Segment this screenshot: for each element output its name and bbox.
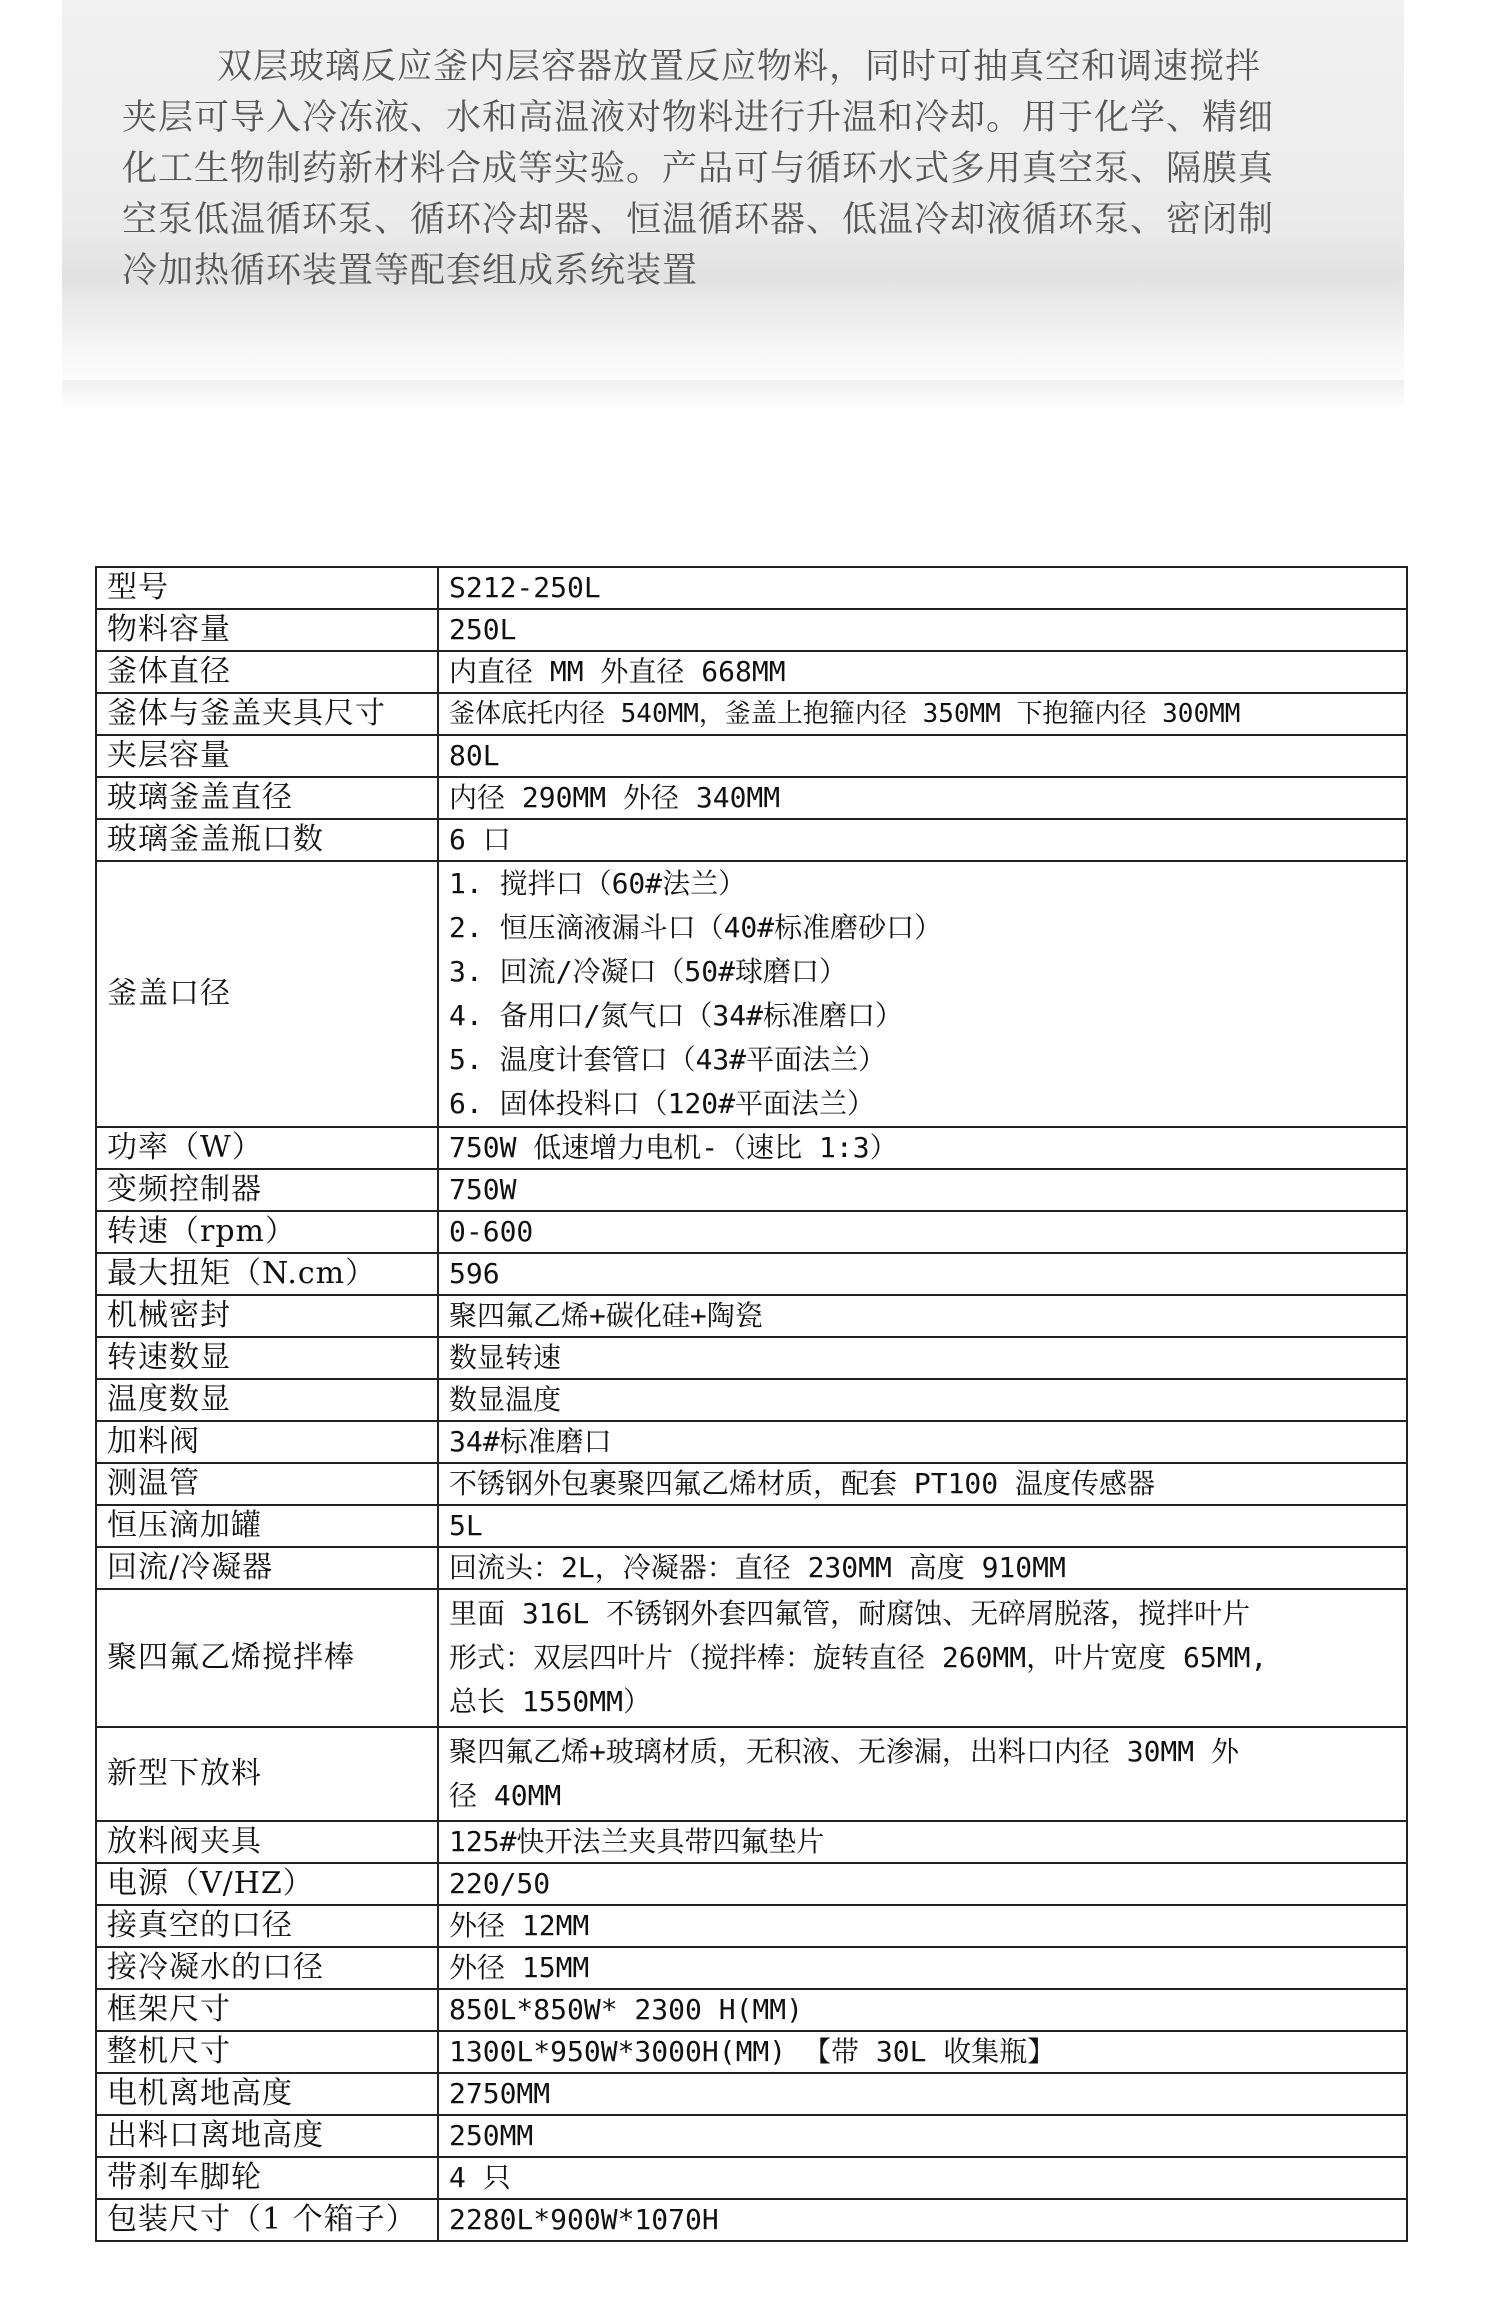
spec-value: 数显温度 bbox=[438, 1379, 1407, 1421]
list-item: 5. 温度计套管口（43#平面法兰） bbox=[449, 1043, 887, 1076]
spec-value-list bbox=[438, 861, 1407, 1127]
spec-label: 包装尺寸（1 个箱子） bbox=[96, 2199, 438, 2241]
spec-label: 机械密封 bbox=[96, 1295, 438, 1337]
spec-value: 5L bbox=[438, 1505, 1407, 1547]
spec-value: 釜体底托内径 540MM，釜盖上抱箍内径 350MM 下抱箍内径 300MM bbox=[438, 693, 1407, 735]
spec-value: 750W 低速增力电机-（速比 1:3） bbox=[438, 1127, 1407, 1169]
spec-label: 转速（rpm） bbox=[96, 1211, 438, 1253]
spec-label: 转速数显 bbox=[96, 1337, 438, 1379]
spec-label: 测温管 bbox=[96, 1463, 438, 1505]
table-row bbox=[96, 1127, 1407, 1169]
spec-value-multiline bbox=[438, 1727, 1407, 1821]
spec-label: 夹层容量 bbox=[96, 735, 438, 777]
spec-value-line: 里面 316L 不锈钢外套四氟管，耐腐蚀、无碎屑脱落，搅拌叶片 bbox=[449, 1597, 1251, 1630]
table-row bbox=[96, 1821, 1407, 1863]
spec-label: 功率（W） bbox=[96, 1127, 438, 1169]
table-row bbox=[96, 861, 1407, 1127]
spec-value: 125#快开法兰夹具带四氟垫片 bbox=[438, 1821, 1407, 1863]
spec-label: 加料阀 bbox=[96, 1421, 438, 1463]
table-row bbox=[96, 1947, 1407, 1989]
spec-label: 框架尺寸 bbox=[96, 1989, 438, 2031]
list-item: 2. 恒压滴液漏斗口（40#标准磨砂口） bbox=[449, 911, 943, 944]
spec-label: 新型下放料 bbox=[96, 1727, 438, 1821]
spec-label: 电机离地高度 bbox=[96, 2073, 438, 2115]
spec-label: 温度数显 bbox=[96, 1379, 438, 1421]
table-row bbox=[96, 2031, 1407, 2073]
spec-value: 0-600 bbox=[438, 1211, 1407, 1253]
spec-label: 电源（V/HZ） bbox=[96, 1863, 438, 1905]
table-row bbox=[96, 2073, 1407, 2115]
intro-line: 空泵低温循环泵、循环冷却器、恒温循环器、低温冷却液循环泵、密闭制 bbox=[122, 200, 1275, 240]
spec-value: 750W bbox=[438, 1169, 1407, 1211]
table-row bbox=[96, 1863, 1407, 1905]
spec-label: 玻璃釜盖直径 bbox=[96, 777, 438, 819]
spec-label: 回流/冷凝器 bbox=[96, 1547, 438, 1589]
table-row bbox=[96, 1337, 1407, 1379]
spec-value-line: 总长 1550MM） bbox=[449, 1685, 652, 1718]
spec-label: 最大扭矩（N.cm） bbox=[96, 1253, 438, 1295]
table-row bbox=[96, 1727, 1407, 1821]
spec-value: 内直径 MM 外直径 668MM bbox=[438, 651, 1407, 693]
spec-label: 接冷凝水的口径 bbox=[96, 1947, 438, 1989]
spec-label: 放料阀夹具 bbox=[96, 1821, 438, 1863]
spec-value: 1300L*950W*3000H(MM) 【带 30L 收集瓶】 bbox=[438, 2031, 1407, 2073]
spec-value: 聚四氟乙烯+碳化硅+陶瓷 bbox=[438, 1295, 1407, 1337]
spec-value: 250L bbox=[438, 609, 1407, 651]
spec-value: 外径 15MM bbox=[438, 1947, 1407, 1989]
table-row bbox=[96, 1463, 1407, 1505]
table-row bbox=[96, 1169, 1407, 1211]
spec-value-multiline bbox=[438, 1589, 1407, 1727]
table-row bbox=[96, 1505, 1407, 1547]
spec-value: 250MM bbox=[438, 2115, 1407, 2157]
spec-value: 80L bbox=[438, 735, 1407, 777]
spec-label: 带刹车脚轮 bbox=[96, 2157, 438, 2199]
list-item: 6. 固体投料口（120#平面法兰） bbox=[449, 1087, 876, 1120]
table-row bbox=[96, 1295, 1407, 1337]
spec-value: 不锈钢外包裹聚四氟乙烯材质，配套 PT100 温度传感器 bbox=[438, 1463, 1407, 1505]
spec-label: 玻璃釜盖瓶口数 bbox=[96, 819, 438, 861]
spec-label: 接真空的口径 bbox=[96, 1905, 438, 1947]
table-row bbox=[96, 2115, 1407, 2157]
table-row bbox=[96, 2199, 1407, 2241]
spec-value: 34#标准磨口 bbox=[438, 1421, 1407, 1463]
list-item: 4. 备用口/氮气口（34#标准磨口） bbox=[449, 999, 904, 1032]
spec-value: 内径 290MM 外径 340MM bbox=[438, 777, 1407, 819]
spec-value: S212-250L bbox=[438, 567, 1407, 609]
spec-label: 物料容量 bbox=[96, 609, 438, 651]
intro-line: 化工生物制药新材料合成等实验。产品可与循环水式多用真空泵、隔膜真 bbox=[122, 149, 1275, 189]
table-row bbox=[96, 1905, 1407, 1947]
spec-value: 850L*850W* 2300 H(MM) bbox=[438, 1989, 1407, 2031]
spec-label: 釜盖口径 bbox=[96, 861, 438, 1127]
table-row bbox=[96, 1547, 1407, 1589]
table-row bbox=[96, 1421, 1407, 1463]
list-item: 1. 搅拌口（60#法兰） bbox=[449, 867, 747, 900]
list-item: 3. 回流/冷凝口（50#球磨口） bbox=[449, 955, 848, 988]
table-row bbox=[96, 651, 1407, 693]
spec-label: 出料口离地高度 bbox=[96, 2115, 438, 2157]
table-row bbox=[96, 1253, 1407, 1295]
spec-table bbox=[95, 566, 1408, 2242]
spec-value-line: 径 40MM bbox=[449, 1779, 562, 1812]
intro-paragraph bbox=[122, 42, 1392, 297]
spec-value: 4 只 bbox=[438, 2157, 1407, 2199]
spec-label: 变频控制器 bbox=[96, 1169, 438, 1211]
spec-value-line: 形式：双层四叶片（搅拌棒：旋转直径 260MM，叶片宽度 65MM, bbox=[449, 1641, 1268, 1674]
spec-label: 整机尺寸 bbox=[96, 2031, 438, 2073]
spec-label: 聚四氟乙烯搅拌棒 bbox=[96, 1589, 438, 1727]
spec-label: 型号 bbox=[96, 567, 438, 609]
table-row bbox=[96, 819, 1407, 861]
table-row bbox=[96, 609, 1407, 651]
table-row bbox=[96, 693, 1407, 735]
table-row bbox=[96, 1589, 1407, 1727]
table-row bbox=[96, 2157, 1407, 2199]
intro-line: 双层玻璃反应釜内层容器放置反应物料，同时可抽真空和调速搅拌 bbox=[217, 47, 1262, 87]
table-row bbox=[96, 567, 1407, 609]
intro-line: 夹层可导入冷冻液、水和高温液对物料进行升温和冷却。用于化学、精细 bbox=[122, 98, 1275, 138]
spec-value: 596 bbox=[438, 1253, 1407, 1295]
table-row bbox=[96, 777, 1407, 819]
spec-value: 回流头：2L，冷凝器：直径 230MM 高度 910MM bbox=[438, 1547, 1407, 1589]
spec-label: 恒压滴加罐 bbox=[96, 1505, 438, 1547]
spec-label: 釜体直径 bbox=[96, 651, 438, 693]
spec-value: 2280L*900W*1070H bbox=[438, 2199, 1407, 2241]
spec-value-line: 聚四氟乙烯+玻璃材质，无积液、无渗漏，出料口内径 30MM 外 bbox=[449, 1735, 1240, 1768]
spec-value: 数显转速 bbox=[438, 1337, 1407, 1379]
spec-value: 外径 12MM bbox=[438, 1905, 1407, 1947]
table-row bbox=[96, 1211, 1407, 1253]
spec-value: 6 口 bbox=[438, 819, 1407, 861]
table-row bbox=[96, 1379, 1407, 1421]
table-row bbox=[96, 735, 1407, 777]
intro-line: 冷加热循环装置等配套组成系统装置 bbox=[122, 251, 699, 291]
spec-label: 釜体与釜盖夹具尺寸 bbox=[96, 693, 438, 735]
spec-value: 2750MM bbox=[438, 2073, 1407, 2115]
table-row bbox=[96, 1989, 1407, 2031]
spec-value: 220/50 bbox=[438, 1863, 1407, 1905]
